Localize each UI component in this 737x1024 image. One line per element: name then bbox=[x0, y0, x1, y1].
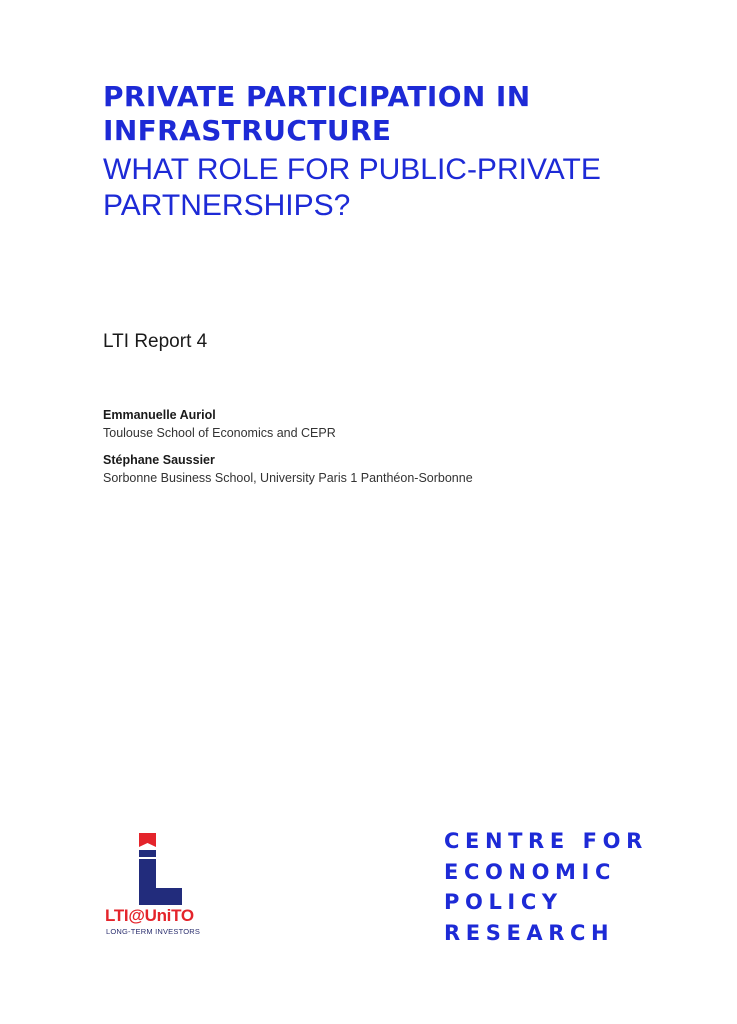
lti-logo-tagline: LONG-TERM INVESTORS bbox=[106, 927, 201, 936]
report-subtitle bbox=[103, 152, 663, 224]
cepr-logo-line-4: RESEARCH bbox=[444, 920, 615, 945]
author-list bbox=[103, 406, 663, 496]
cepr-logo bbox=[444, 826, 684, 948]
author-affiliation: Sorbonne Business School, University Paris 1 Panthéon-Sorbonne bbox=[103, 471, 473, 485]
lti-logo-name: LTI@UniTO bbox=[105, 906, 194, 925]
report-subtitle-line-2: PARTNERSHIPS? bbox=[103, 189, 351, 222]
author-name: Emmanuelle Auriol bbox=[103, 408, 216, 422]
lti-unito-logo bbox=[105, 833, 217, 941]
cepr-logo-line-1: CENTRE FOR bbox=[444, 829, 648, 853]
report-number: LTI Report 4 bbox=[103, 331, 208, 352]
author-entry bbox=[103, 406, 663, 442]
report-title bbox=[103, 80, 663, 148]
cepr-logo-line-3: POLICY bbox=[444, 890, 563, 914]
author-entry bbox=[103, 451, 663, 487]
cover-title-block bbox=[103, 80, 663, 224]
author-affiliation: Toulouse School of Economics and CEPR bbox=[103, 426, 336, 440]
report-title-line-1: PRIVATE PARTICIPATION IN bbox=[103, 80, 531, 113]
lti-l-mark-icon bbox=[105, 833, 217, 905]
report-subtitle-line-1: WHAT ROLE FOR PUBLIC-PRIVATE bbox=[103, 153, 601, 186]
author-name: Stéphane Saussier bbox=[103, 453, 215, 467]
cepr-logo-line-2: ECONOMIC bbox=[444, 859, 616, 884]
report-title-line-2: INFRASTRUCTURE bbox=[103, 114, 392, 147]
